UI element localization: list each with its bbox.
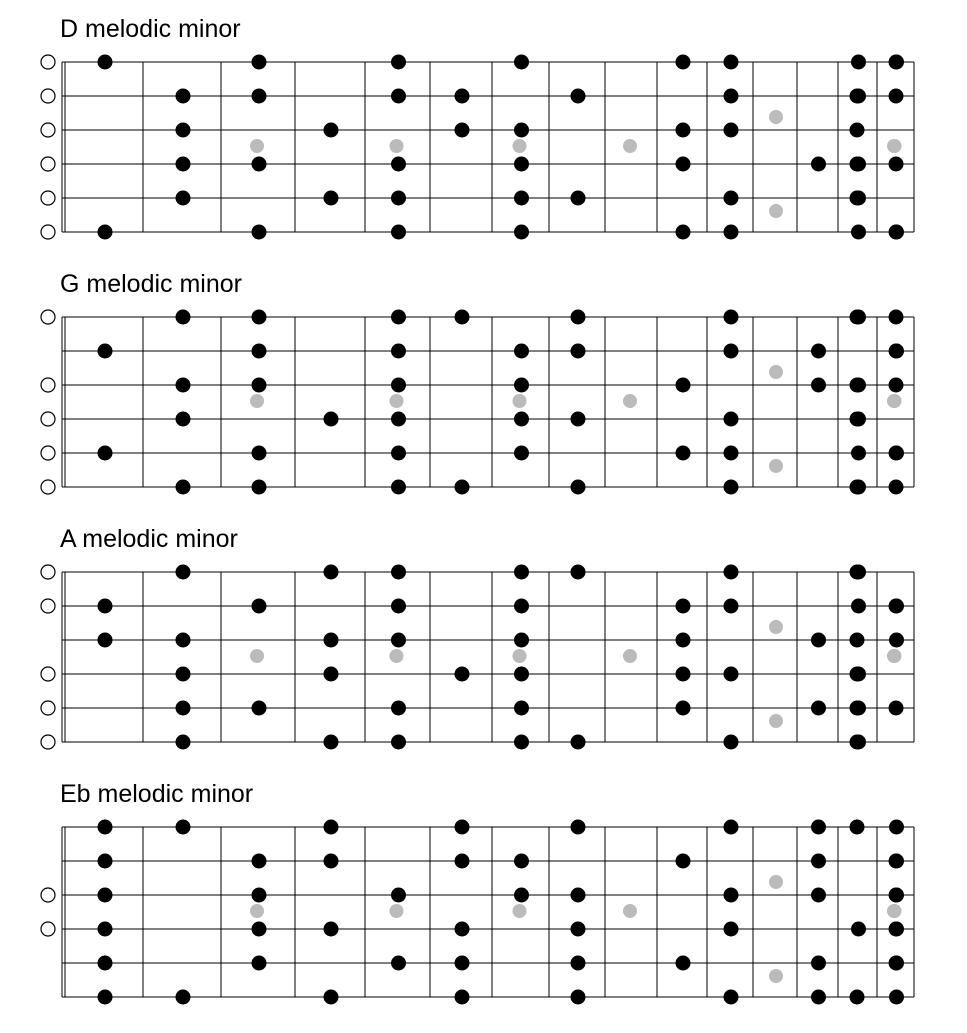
diagram-title: A melodic minor bbox=[60, 525, 238, 553]
note-dot bbox=[811, 888, 826, 903]
note-dot bbox=[811, 344, 826, 359]
note-dot bbox=[811, 956, 826, 971]
note-dot bbox=[889, 956, 904, 971]
note-dot bbox=[98, 225, 113, 240]
note-dot bbox=[514, 633, 529, 648]
fret-inlay-marker bbox=[250, 904, 264, 918]
note-dot bbox=[724, 922, 739, 937]
note-dot bbox=[176, 157, 191, 172]
note-dot bbox=[98, 633, 113, 648]
open-string-marker bbox=[41, 123, 55, 137]
note-dot bbox=[889, 225, 904, 240]
note-dot bbox=[252, 344, 267, 359]
note-dot bbox=[889, 888, 904, 903]
note-dot bbox=[391, 446, 406, 461]
note-dot bbox=[391, 412, 406, 427]
note-dot bbox=[324, 633, 339, 648]
open-string-marker bbox=[41, 157, 55, 171]
note-dot bbox=[676, 701, 691, 716]
note-dot bbox=[850, 701, 865, 716]
note-dot bbox=[324, 412, 339, 427]
note-dot bbox=[514, 701, 529, 716]
note-dot bbox=[851, 446, 866, 461]
note-dot bbox=[391, 701, 406, 716]
fret-inlay-marker bbox=[513, 394, 527, 408]
fret-inlay-marker bbox=[887, 904, 901, 918]
note-dot bbox=[391, 225, 406, 240]
fret-inlay-marker bbox=[769, 875, 783, 889]
note-dot bbox=[176, 820, 191, 835]
note-dot bbox=[391, 310, 406, 325]
note-dot bbox=[889, 344, 904, 359]
note-dot bbox=[98, 990, 113, 1005]
note-dot bbox=[724, 990, 739, 1005]
diagram-title: Eb melodic minor bbox=[60, 780, 254, 808]
note-dot bbox=[252, 378, 267, 393]
note-dot bbox=[455, 310, 470, 325]
fret-inlay-marker bbox=[513, 139, 527, 153]
diagram-a-melodic-minor bbox=[0, 510, 967, 760]
note-dot bbox=[724, 599, 739, 614]
note-dot bbox=[571, 480, 586, 495]
note-dot bbox=[176, 123, 191, 138]
note-dot bbox=[889, 480, 904, 495]
note-dot bbox=[571, 412, 586, 427]
diagram-title: G melodic minor bbox=[60, 270, 242, 298]
note-dot bbox=[514, 157, 529, 172]
fret-inlay-marker bbox=[769, 110, 783, 124]
note-dot bbox=[889, 310, 904, 325]
open-string-marker bbox=[41, 378, 55, 392]
note-dot bbox=[676, 157, 691, 172]
note-dot bbox=[676, 633, 691, 648]
note-dot bbox=[889, 55, 904, 70]
note-dot bbox=[252, 55, 267, 70]
fret-inlay-marker bbox=[769, 620, 783, 634]
fretboard bbox=[0, 295, 967, 505]
note-dot bbox=[455, 854, 470, 869]
note-dot bbox=[571, 888, 586, 903]
note-dot bbox=[811, 633, 826, 648]
note-dot bbox=[571, 191, 586, 206]
fret-inlay-marker bbox=[769, 714, 783, 728]
note-dot bbox=[850, 310, 865, 325]
note-dot bbox=[98, 55, 113, 70]
note-dot bbox=[889, 633, 904, 648]
note-dot bbox=[850, 667, 865, 682]
note-dot bbox=[391, 55, 406, 70]
note-dot bbox=[391, 735, 406, 750]
note-dot bbox=[676, 956, 691, 971]
note-dot bbox=[889, 599, 904, 614]
note-dot bbox=[324, 735, 339, 750]
note-dot bbox=[724, 55, 739, 70]
note-dot bbox=[455, 820, 470, 835]
note-dot bbox=[176, 89, 191, 104]
note-dot bbox=[889, 157, 904, 172]
note-dot bbox=[889, 378, 904, 393]
fret-inlay-marker bbox=[769, 969, 783, 983]
fret-inlay-marker bbox=[513, 904, 527, 918]
open-string-marker bbox=[41, 225, 55, 239]
open-string-marker bbox=[41, 55, 55, 69]
open-string-marker bbox=[41, 191, 55, 205]
note-dot bbox=[724, 225, 739, 240]
note-dot bbox=[324, 990, 339, 1005]
note-dot bbox=[391, 89, 406, 104]
note-dot bbox=[252, 956, 267, 971]
note-dot bbox=[176, 310, 191, 325]
note-dot bbox=[252, 922, 267, 937]
open-string-marker bbox=[41, 446, 55, 460]
note-dot bbox=[391, 633, 406, 648]
note-dot bbox=[391, 480, 406, 495]
note-dot bbox=[176, 191, 191, 206]
note-dot bbox=[811, 701, 826, 716]
fret-inlay-marker bbox=[390, 139, 404, 153]
open-string-marker bbox=[41, 310, 55, 324]
note-dot bbox=[676, 667, 691, 682]
note-dot bbox=[851, 599, 866, 614]
note-dot bbox=[324, 820, 339, 835]
note-dot bbox=[676, 225, 691, 240]
note-dot bbox=[98, 922, 113, 937]
note-dot bbox=[724, 344, 739, 359]
note-dot bbox=[252, 310, 267, 325]
note-dot bbox=[850, 157, 865, 172]
note-dot bbox=[176, 480, 191, 495]
note-dot bbox=[455, 123, 470, 138]
diagram-title: D melodic minor bbox=[60, 15, 241, 43]
note-dot bbox=[724, 888, 739, 903]
note-dot bbox=[724, 89, 739, 104]
note-dot bbox=[676, 55, 691, 70]
open-string-marker bbox=[41, 480, 55, 494]
fret-inlay-marker bbox=[623, 904, 637, 918]
fret-inlay-marker bbox=[390, 649, 404, 663]
note-dot bbox=[676, 123, 691, 138]
fret-inlay-marker bbox=[769, 365, 783, 379]
note-dot bbox=[176, 378, 191, 393]
note-dot bbox=[252, 701, 267, 716]
note-dot bbox=[850, 123, 865, 138]
note-dot bbox=[850, 412, 865, 427]
note-dot bbox=[176, 667, 191, 682]
note-dot bbox=[724, 565, 739, 580]
note-dot bbox=[571, 922, 586, 937]
note-dot bbox=[851, 922, 866, 937]
note-dot bbox=[514, 225, 529, 240]
note-dot bbox=[571, 820, 586, 835]
fret-inlay-marker bbox=[887, 649, 901, 663]
note-dot bbox=[850, 990, 865, 1005]
fret-inlay-marker bbox=[769, 204, 783, 218]
note-dot bbox=[98, 599, 113, 614]
note-dot bbox=[571, 89, 586, 104]
note-dot bbox=[252, 89, 267, 104]
note-dot bbox=[252, 157, 267, 172]
note-dot bbox=[850, 565, 865, 580]
note-dot bbox=[252, 599, 267, 614]
note-dot bbox=[850, 378, 865, 393]
note-dot bbox=[724, 820, 739, 835]
note-dot bbox=[514, 446, 529, 461]
note-dot bbox=[514, 888, 529, 903]
note-dot bbox=[455, 922, 470, 937]
note-dot bbox=[391, 378, 406, 393]
note-dot bbox=[98, 344, 113, 359]
note-dot bbox=[514, 412, 529, 427]
fret-inlay-marker bbox=[623, 139, 637, 153]
note-dot bbox=[850, 89, 865, 104]
note-dot bbox=[514, 55, 529, 70]
note-dot bbox=[324, 565, 339, 580]
note-dot bbox=[391, 888, 406, 903]
fret-inlay-marker bbox=[390, 904, 404, 918]
note-dot bbox=[514, 123, 529, 138]
note-dot bbox=[324, 667, 339, 682]
note-dot bbox=[889, 922, 904, 937]
note-dot bbox=[98, 888, 113, 903]
fret-inlay-marker bbox=[250, 649, 264, 663]
note-dot bbox=[724, 735, 739, 750]
note-dot bbox=[724, 123, 739, 138]
open-string-marker bbox=[41, 599, 55, 613]
note-dot bbox=[889, 89, 904, 104]
fret-inlay-marker bbox=[769, 459, 783, 473]
note-dot bbox=[724, 412, 739, 427]
fret-inlay-marker bbox=[623, 649, 637, 663]
note-dot bbox=[455, 667, 470, 682]
note-dot bbox=[176, 633, 191, 648]
note-dot bbox=[514, 191, 529, 206]
note-dot bbox=[98, 820, 113, 835]
note-dot bbox=[391, 344, 406, 359]
fret-inlay-marker bbox=[887, 139, 901, 153]
note-dot bbox=[514, 667, 529, 682]
fret-inlay-marker bbox=[250, 394, 264, 408]
note-dot bbox=[514, 565, 529, 580]
note-dot bbox=[391, 565, 406, 580]
note-dot bbox=[676, 446, 691, 461]
open-string-marker bbox=[41, 89, 55, 103]
note-dot bbox=[889, 990, 904, 1005]
note-dot bbox=[514, 735, 529, 750]
note-dot bbox=[514, 599, 529, 614]
note-dot bbox=[571, 990, 586, 1005]
note-dot bbox=[811, 378, 826, 393]
open-string-marker bbox=[41, 667, 55, 681]
note-dot bbox=[98, 854, 113, 869]
note-dot bbox=[811, 157, 826, 172]
note-dot bbox=[571, 565, 586, 580]
note-dot bbox=[571, 956, 586, 971]
open-string-marker bbox=[41, 701, 55, 715]
fretboard bbox=[0, 805, 967, 1015]
fret-inlay-marker bbox=[513, 649, 527, 663]
note-dot bbox=[176, 412, 191, 427]
note-dot bbox=[252, 854, 267, 869]
note-dot bbox=[391, 599, 406, 614]
note-dot bbox=[391, 956, 406, 971]
diagram-g-melodic-minor bbox=[0, 255, 967, 505]
note-dot bbox=[252, 888, 267, 903]
note-dot bbox=[889, 446, 904, 461]
note-dot bbox=[455, 956, 470, 971]
note-dot bbox=[724, 667, 739, 682]
fret-inlay-marker bbox=[390, 394, 404, 408]
fretboard bbox=[0, 40, 967, 250]
note-dot bbox=[176, 990, 191, 1005]
open-string-marker bbox=[41, 735, 55, 749]
note-dot bbox=[676, 599, 691, 614]
note-dot bbox=[514, 854, 529, 869]
note-dot bbox=[324, 854, 339, 869]
note-dot bbox=[850, 820, 865, 835]
note-dot bbox=[724, 446, 739, 461]
open-string-marker bbox=[41, 888, 55, 902]
note-dot bbox=[811, 820, 826, 835]
note-dot bbox=[252, 480, 267, 495]
diagram-eb-melodic-minor bbox=[0, 765, 967, 1015]
note-dot bbox=[850, 480, 865, 495]
open-string-marker bbox=[41, 565, 55, 579]
note-dot bbox=[176, 565, 191, 580]
note-dot bbox=[455, 990, 470, 1005]
note-dot bbox=[571, 310, 586, 325]
note-dot bbox=[724, 191, 739, 206]
note-dot bbox=[850, 633, 865, 648]
open-string-marker bbox=[41, 922, 55, 936]
note-dot bbox=[98, 446, 113, 461]
note-dot bbox=[324, 191, 339, 206]
open-string-marker bbox=[41, 412, 55, 426]
note-dot bbox=[811, 854, 826, 869]
note-dot bbox=[455, 89, 470, 104]
note-dot bbox=[571, 344, 586, 359]
fret-inlay-marker bbox=[623, 394, 637, 408]
diagram-d-melodic-minor bbox=[0, 0, 967, 250]
fret-inlay-marker bbox=[887, 394, 901, 408]
note-dot bbox=[252, 446, 267, 461]
note-dot bbox=[176, 735, 191, 750]
note-dot bbox=[851, 55, 866, 70]
note-dot bbox=[676, 854, 691, 869]
note-dot bbox=[724, 310, 739, 325]
note-dot bbox=[324, 922, 339, 937]
note-dot bbox=[850, 191, 865, 206]
note-dot bbox=[514, 344, 529, 359]
note-dot bbox=[176, 701, 191, 716]
note-dot bbox=[724, 480, 739, 495]
note-dot bbox=[889, 820, 904, 835]
note-dot bbox=[889, 854, 904, 869]
note-dot bbox=[571, 735, 586, 750]
note-dot bbox=[850, 735, 865, 750]
note-dot bbox=[889, 701, 904, 716]
note-dot bbox=[391, 157, 406, 172]
note-dot bbox=[98, 956, 113, 971]
note-dot bbox=[851, 225, 866, 240]
note-dot bbox=[676, 378, 691, 393]
fret-inlay-marker bbox=[250, 139, 264, 153]
note-dot bbox=[324, 123, 339, 138]
note-dot bbox=[514, 378, 529, 393]
fretboard bbox=[0, 550, 967, 760]
note-dot bbox=[455, 480, 470, 495]
note-dot bbox=[391, 191, 406, 206]
note-dot bbox=[252, 225, 267, 240]
note-dot bbox=[811, 990, 826, 1005]
